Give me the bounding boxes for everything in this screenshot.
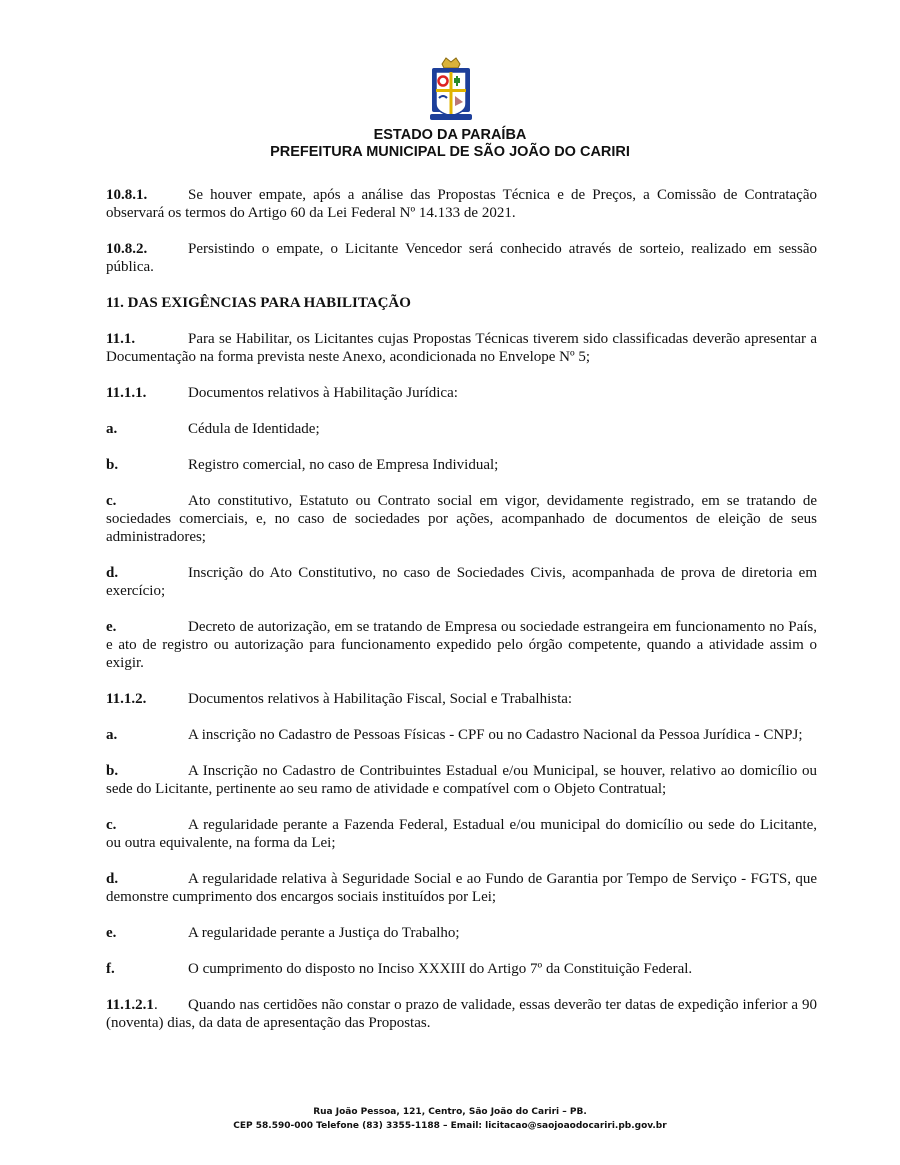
clause-paragraph [106, 996, 817, 1032]
clause-paragraph [106, 564, 817, 600]
clause-number: 11.1.2. [106, 691, 147, 707]
clause-text: Inscrição do Ato Constitutivo, no caso de Sociedades Civis, acompanhada de prova de diretoria em exercício; [106, 565, 817, 599]
clause-number: b. [106, 457, 119, 473]
footer-address: Rua João Pessoa, 121, Centro, São João do Cariri – PB. [313, 1107, 587, 1117]
section-heading: 11. DAS EXIGÊNCIAS PARA HABILITAÇÃO [106, 295, 411, 311]
clause-text: Documentos relativos à Habilitação Fiscal, Social e Trabalhista: [188, 691, 573, 707]
clause-number: e. [106, 925, 117, 941]
clause-text: Para se Habilitar, os Licitantes cujas Propostas Técnicas tiverem sido classificadas deverão apresentar a Documentação na forma prevista neste Anexo, acondicionada no Envelope Nº 5; [106, 331, 817, 365]
clause-number: 11.1.1. [106, 385, 147, 401]
clause-paragraph [106, 420, 817, 438]
clause-number: 10.8.2. [106, 241, 148, 257]
clause-text: Documentos relativos à Habilitação Jurídica: [188, 385, 458, 401]
clause-number: c. [106, 493, 117, 509]
clause-text: Quando nas certidões não constar o prazo de validade, essas deverão ter datas de expedição inferior a 90 (noventa) dias, da data de apresentação das Propostas. [106, 997, 817, 1031]
clause-paragraph [106, 762, 817, 798]
state-name: ESTADO DA PARAÍBA [373, 127, 527, 143]
clause-paragraph [106, 618, 817, 672]
clause-paragraph [106, 456, 817, 474]
footer-contact: CEP 58.590-000 Telefone (83) 3355-1188 – Email: licitacao@saojoaodocariri.pb.gov.br [233, 1121, 667, 1131]
municipal-coat-of-arms-icon [428, 56, 474, 126]
clause-paragraph [106, 816, 817, 852]
clause-number: a. [106, 421, 118, 437]
document-body [106, 186, 817, 1050]
clause-text: Ato constitutivo, Estatuto ou Contrato social em vigor, devidamente registrado, em se tratando de sociedades comerciais, e, no caso de sociedades por ações, acompanhado de documentos de eleição de seus administradores; [106, 493, 817, 545]
clause-number: d. [106, 871, 119, 887]
clause-number: b. [106, 763, 119, 779]
document-footer [0, 1105, 900, 1133]
clause-paragraph [106, 870, 817, 906]
city-hall-name: PREFEITURA MUNICIPAL DE SÃO JOÃO DO CARIRI [270, 144, 630, 160]
clause-paragraph [106, 690, 817, 708]
clause-text: A inscrição no Cadastro de Pessoas Físicas - CPF ou no Cadastro Nacional da Pessoa Jurídica - CNPJ; [188, 727, 803, 743]
clause-number: f. [106, 961, 115, 977]
clause-number: 10.8.1. [106, 187, 148, 203]
clause-text: O cumprimento do disposto no Inciso XXXIII do Artigo 7º da Constituição Federal. [188, 961, 693, 977]
clause-paragraph [106, 924, 817, 942]
clause-paragraph [106, 726, 817, 744]
clause-text: A Inscrição no Cadastro de Contribuintes Estadual e/ou Municipal, se houver, relativo ao domicílio ou sede do Licitante, pertinente ao seu ramo de atividade e compatível com o Objeto Contratual; [106, 763, 817, 797]
clause-text: A regularidade perante a Fazenda Federal, Estadual e/ou municipal do domicílio ou sede do Licitante, ou outra equivalente, na forma da Lei; [106, 817, 817, 851]
clause-number-suffix: . [153, 997, 158, 1013]
clause-paragraph [106, 492, 817, 546]
clause-number: e. [106, 619, 117, 635]
clause-paragraph [106, 240, 817, 276]
clause-text: Se houver empate, após a análise das Propostas Técnica e de Preços, a Comissão de Contratação observará os termos do Artigo 60 da Lei Federal Nº 14.133 de 2021. [106, 187, 817, 221]
clause-text: Cédula de Identidade; [188, 421, 320, 437]
clause-number: 11.1.2.1 [106, 997, 154, 1013]
clause-number: 11.1. [106, 331, 136, 347]
clause-number: c. [106, 817, 117, 833]
clause-paragraph [106, 330, 817, 366]
clause-number: a. [106, 727, 118, 743]
clause-paragraph [106, 384, 817, 402]
clause-text: Persistindo o empate, o Licitante Vencedor será conhecido através de sorteio, realizado em sessão pública. [106, 241, 817, 275]
clause-text: Registro comercial, no caso de Empresa Individual; [188, 457, 499, 473]
clause-text: A regularidade perante a Justiça do Trabalho; [188, 925, 460, 941]
clause-paragraph [106, 186, 817, 222]
clause-number: d. [106, 565, 119, 581]
document-header [0, 127, 900, 161]
clause-paragraph [106, 960, 817, 978]
clause-text: A regularidade relativa à Seguridade Social e ao Fundo de Garantia por Tempo de Serviço - FGTS, que demonstre cumprimento dos encargos sociais instituídos por Lei; [106, 871, 817, 905]
clause-text: Decreto de autorização, em se tratando de Empresa ou sociedade estrangeira em funcionamento no País, e ato de registro ou autorização para funcionamento expedido pelo órgão competente, quando a atividade assim o exigir. [106, 619, 817, 671]
